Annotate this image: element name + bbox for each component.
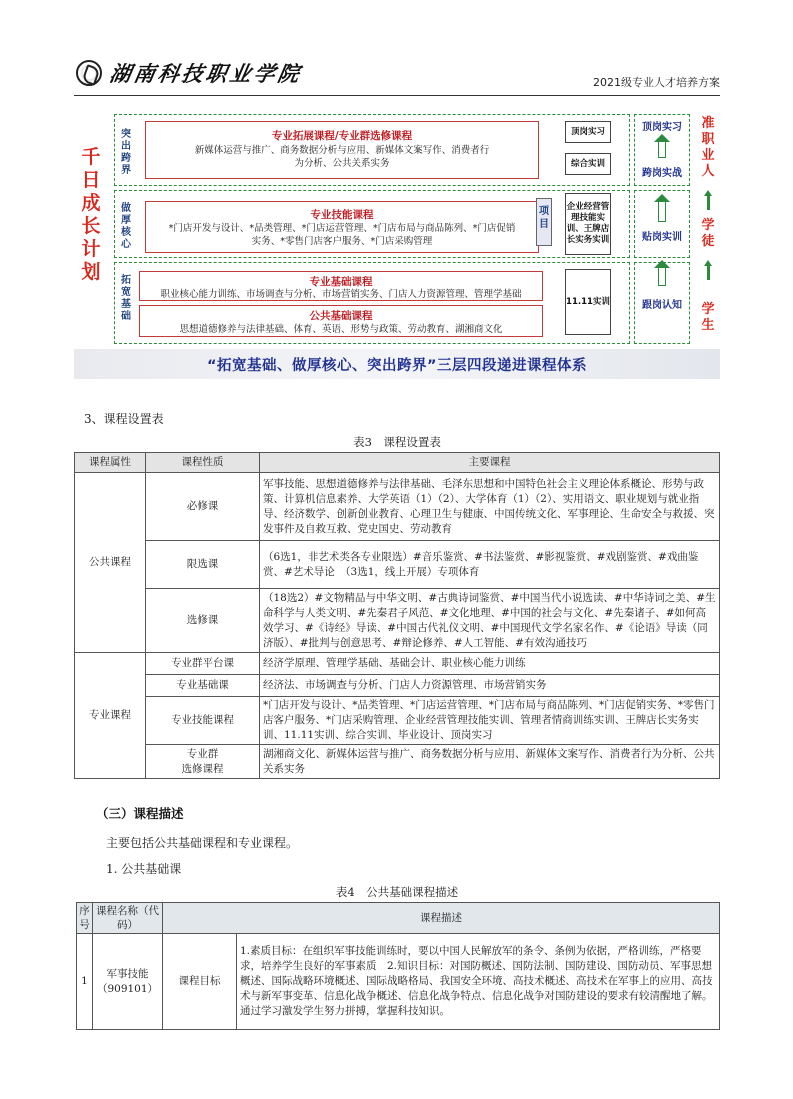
seq-cell: 1 — [77, 934, 93, 1030]
courses-cell: （6选1，非艺术类各专业限选）#音乐鉴赏、#书法鉴赏、#影视鉴赏、#戏剧鉴赏、#戏曲鉴赏、#艺术导论 （3选1，线上开展）专项体育 — [260, 541, 720, 589]
public-course-body: 思想道德修养与法律基础、体育、英语、形势与政策、劳动教育、湖湘商文化 — [179, 324, 503, 335]
type-cell: 专业群平台课 — [146, 653, 260, 675]
skill-course-box — [145, 201, 539, 253]
type-cell — [146, 745, 260, 779]
col-header-type: 课程性质 — [146, 453, 260, 473]
mini-box-internship: 顶岗实习 — [565, 121, 611, 143]
up-arrow-icon — [654, 260, 670, 286]
type-cell-line2: 选修课程 — [181, 762, 224, 775]
basic-course-box — [139, 271, 543, 301]
up-arrow-icon — [654, 134, 670, 158]
courses-cell: 湖湘商文化、新媒体运营与推广、商务数据分析与应用、新媒体文案写作、消费者行为分析、公共关系实务 — [260, 745, 720, 779]
table3-caption: 表3 课程设置表 — [353, 435, 441, 449]
attr-cell-professional: 专业课程 — [75, 653, 146, 779]
mini-box-1111: 11.11实训 — [565, 269, 611, 335]
expand-course-title: 专业拓展课程/专业群选修课程 — [271, 130, 413, 142]
diagram-side-title: 千日成长计划 — [81, 146, 101, 283]
tier-top-label: 突出跨界 — [121, 129, 131, 176]
public-course-description-table — [76, 902, 720, 1030]
desc-subheading: 1. 公共基础课 — [106, 862, 182, 876]
course-name-cell: 军事技能（909101） — [93, 934, 163, 1030]
thin-up-arrow-icon — [706, 190, 710, 210]
basic-course-body: 职业核心能力训练、市场调查与分析、市场营销实务、门店人力资源管理、管理学基础 — [160, 289, 522, 300]
desc-section-heading: （三）课程描述 — [96, 806, 184, 821]
type-cell: 专业基础课 — [146, 675, 260, 697]
col-header-desc: 课程描述 — [163, 903, 720, 934]
col-header-name: 课程名称（代码） — [93, 903, 163, 934]
table-header-row — [77, 903, 720, 934]
expand-course-body: 新媒体运营与推广、商务数据分析与应用、新媒体文案写作、消费者行为分析、公共关系实务 — [194, 145, 490, 169]
table-row — [75, 653, 720, 675]
courses-cell: *门店开发与设计、*品类管理、*门店运营管理、*门店布局与商品陈列、*门店促销实务、*零售门店客户服务、*门店采购管理、企业经营管理技能实训、管理者情商训练实训、王牌店长实务实训、11.11实训、综合实训、毕业设计、顶岗实习 — [260, 697, 720, 745]
target-label-cell: 课程目标 — [163, 934, 237, 1030]
project-tag: 项目 — [536, 198, 552, 246]
courses-cell: 军事技能、思想道德修养与法律基础、毛泽东思想和中国特色社会主义理论体系概论、形势与政策、计算机信息素养、大学英语（1）（2）、大学体育（1）（2）、实用语文、职业规划与就业指导、经济数学、创新创业教育、心理卫生与健康、中国传统文化、军事理论、生命安全与救援、突发事件及自救互救、党史国史、劳动教育 — [260, 473, 720, 541]
type-cell: 限选课 — [146, 541, 260, 589]
courses-cell: 经济法、市场调查与分析、门店人力资源管理、市场营销实务 — [260, 675, 720, 697]
skill-course-title: 专业技能课程 — [310, 209, 374, 221]
type-cell-line1: 专业群 — [186, 747, 219, 760]
page-header — [74, 56, 720, 96]
col-header-courses: 主要课程 — [260, 453, 720, 473]
table-header-row — [75, 453, 720, 473]
table-row — [75, 473, 720, 541]
skill-course-body: *门店开发与设计、*品类管理、*门店运营管理、*门店布局与商品陈列、*门店促销实务、*零售门店客户服务、*门店采购管理 — [168, 223, 516, 247]
table-row — [75, 589, 720, 653]
type-cell: 专业技能课程 — [146, 697, 260, 745]
col-header-seq: 序号 — [77, 903, 93, 934]
mini-box-management: 企业经营管理技能实训、王牌店长实务实训 — [565, 193, 611, 255]
stage-label-third: 贴岗实训 — [642, 232, 682, 243]
basic-course-title: 专业基础课程 — [309, 276, 373, 288]
table4-caption: 表4 公共基础课程描述 — [335, 885, 459, 899]
stage-label-bottom: 跟岗认知 — [642, 300, 682, 311]
course-settings-table — [74, 452, 720, 779]
table-row — [75, 745, 720, 779]
table-row — [75, 675, 720, 697]
tier-bottom — [114, 262, 630, 344]
table-row — [77, 934, 720, 1030]
tier-middle-label: 做厚核心 — [121, 203, 131, 250]
stage-label-top: 顶岗实习 — [642, 122, 682, 133]
college-logo-text: 湖南科技职业学院 — [107, 61, 305, 86]
public-course-box — [139, 305, 543, 337]
table-row — [75, 697, 720, 745]
curriculum-diagram — [74, 106, 720, 378]
type-cell: 必修课 — [146, 473, 260, 541]
stage-label-second: 跨岗实战 — [642, 168, 682, 179]
courses-cell: （18选2）#文物精品与中华文明、#古典诗词鉴赏、#中国当代小说选读、#中华诗词之美、#生命科学与人类文明、#先秦君子风范、#文化地理、#中国的社会与文化、#先秦诸子、#如何高效学习、#《诗经》导读、#中国古代礼仪文明、#中国现代文学名家名作、#《论语》导读（同济版）、#批判与创意思考、#辩论修养、#人工智能、#有效沟通技巧 — [260, 589, 720, 653]
thin-up-arrow-icon — [706, 260, 710, 280]
type-cell: 选修课 — [146, 589, 260, 653]
courses-cell: 经济学原理、管理学基础、基础会计、职业核心能力训练 — [260, 653, 720, 675]
tier-bottom-label: 拓宽基础 — [121, 275, 131, 322]
public-course-title: 公共基础课程 — [309, 310, 373, 322]
mini-box-comprehensive: 综合实训 — [565, 153, 611, 175]
up-arrow-icon — [654, 194, 670, 222]
attr-cell-public: 公共课程 — [75, 473, 146, 653]
role-student: 学生 — [701, 302, 715, 333]
course-description-cell: 1.素质目标：在组织军事技能训练时，要以中国人民解放军的条令、条例为依据，严格训练，严格要求，培养学生良好的军事素质 2.知识目标：对国防概述、国防法制、国防建设、国防动员、军事思想概述、国际战略环境概述、国际战略格局、我国安全环境、高技术概述、高技术在军事上的应用、高技术与新军事变革、信息化战争概述、信息化战争特点、信息化战争对国防建设的要求有较清醒地了解。通过学习激发学生努力拼搏，掌握科技知识。 — [237, 934, 720, 1030]
document-title: 2021级专业人才培养方案 — [593, 76, 720, 89]
college-seal-icon — [76, 60, 102, 86]
tier-middle — [114, 190, 630, 258]
section3-heading: 3、课程设置表 — [84, 412, 164, 426]
role-pre-professional: 准职业人 — [701, 116, 715, 179]
diagram-banner: “拓宽基础、做厚核心、突出跨界”三层四段递进课程体系 — [74, 349, 720, 379]
tier-top — [114, 114, 630, 186]
desc-intro: 主要包括公共基础课程和专业课程。 — [106, 836, 299, 850]
col-header-attr: 课程属性 — [75, 453, 146, 473]
expand-course-box — [145, 121, 539, 179]
table-row — [75, 541, 720, 589]
role-apprentice: 学徒 — [701, 218, 715, 249]
